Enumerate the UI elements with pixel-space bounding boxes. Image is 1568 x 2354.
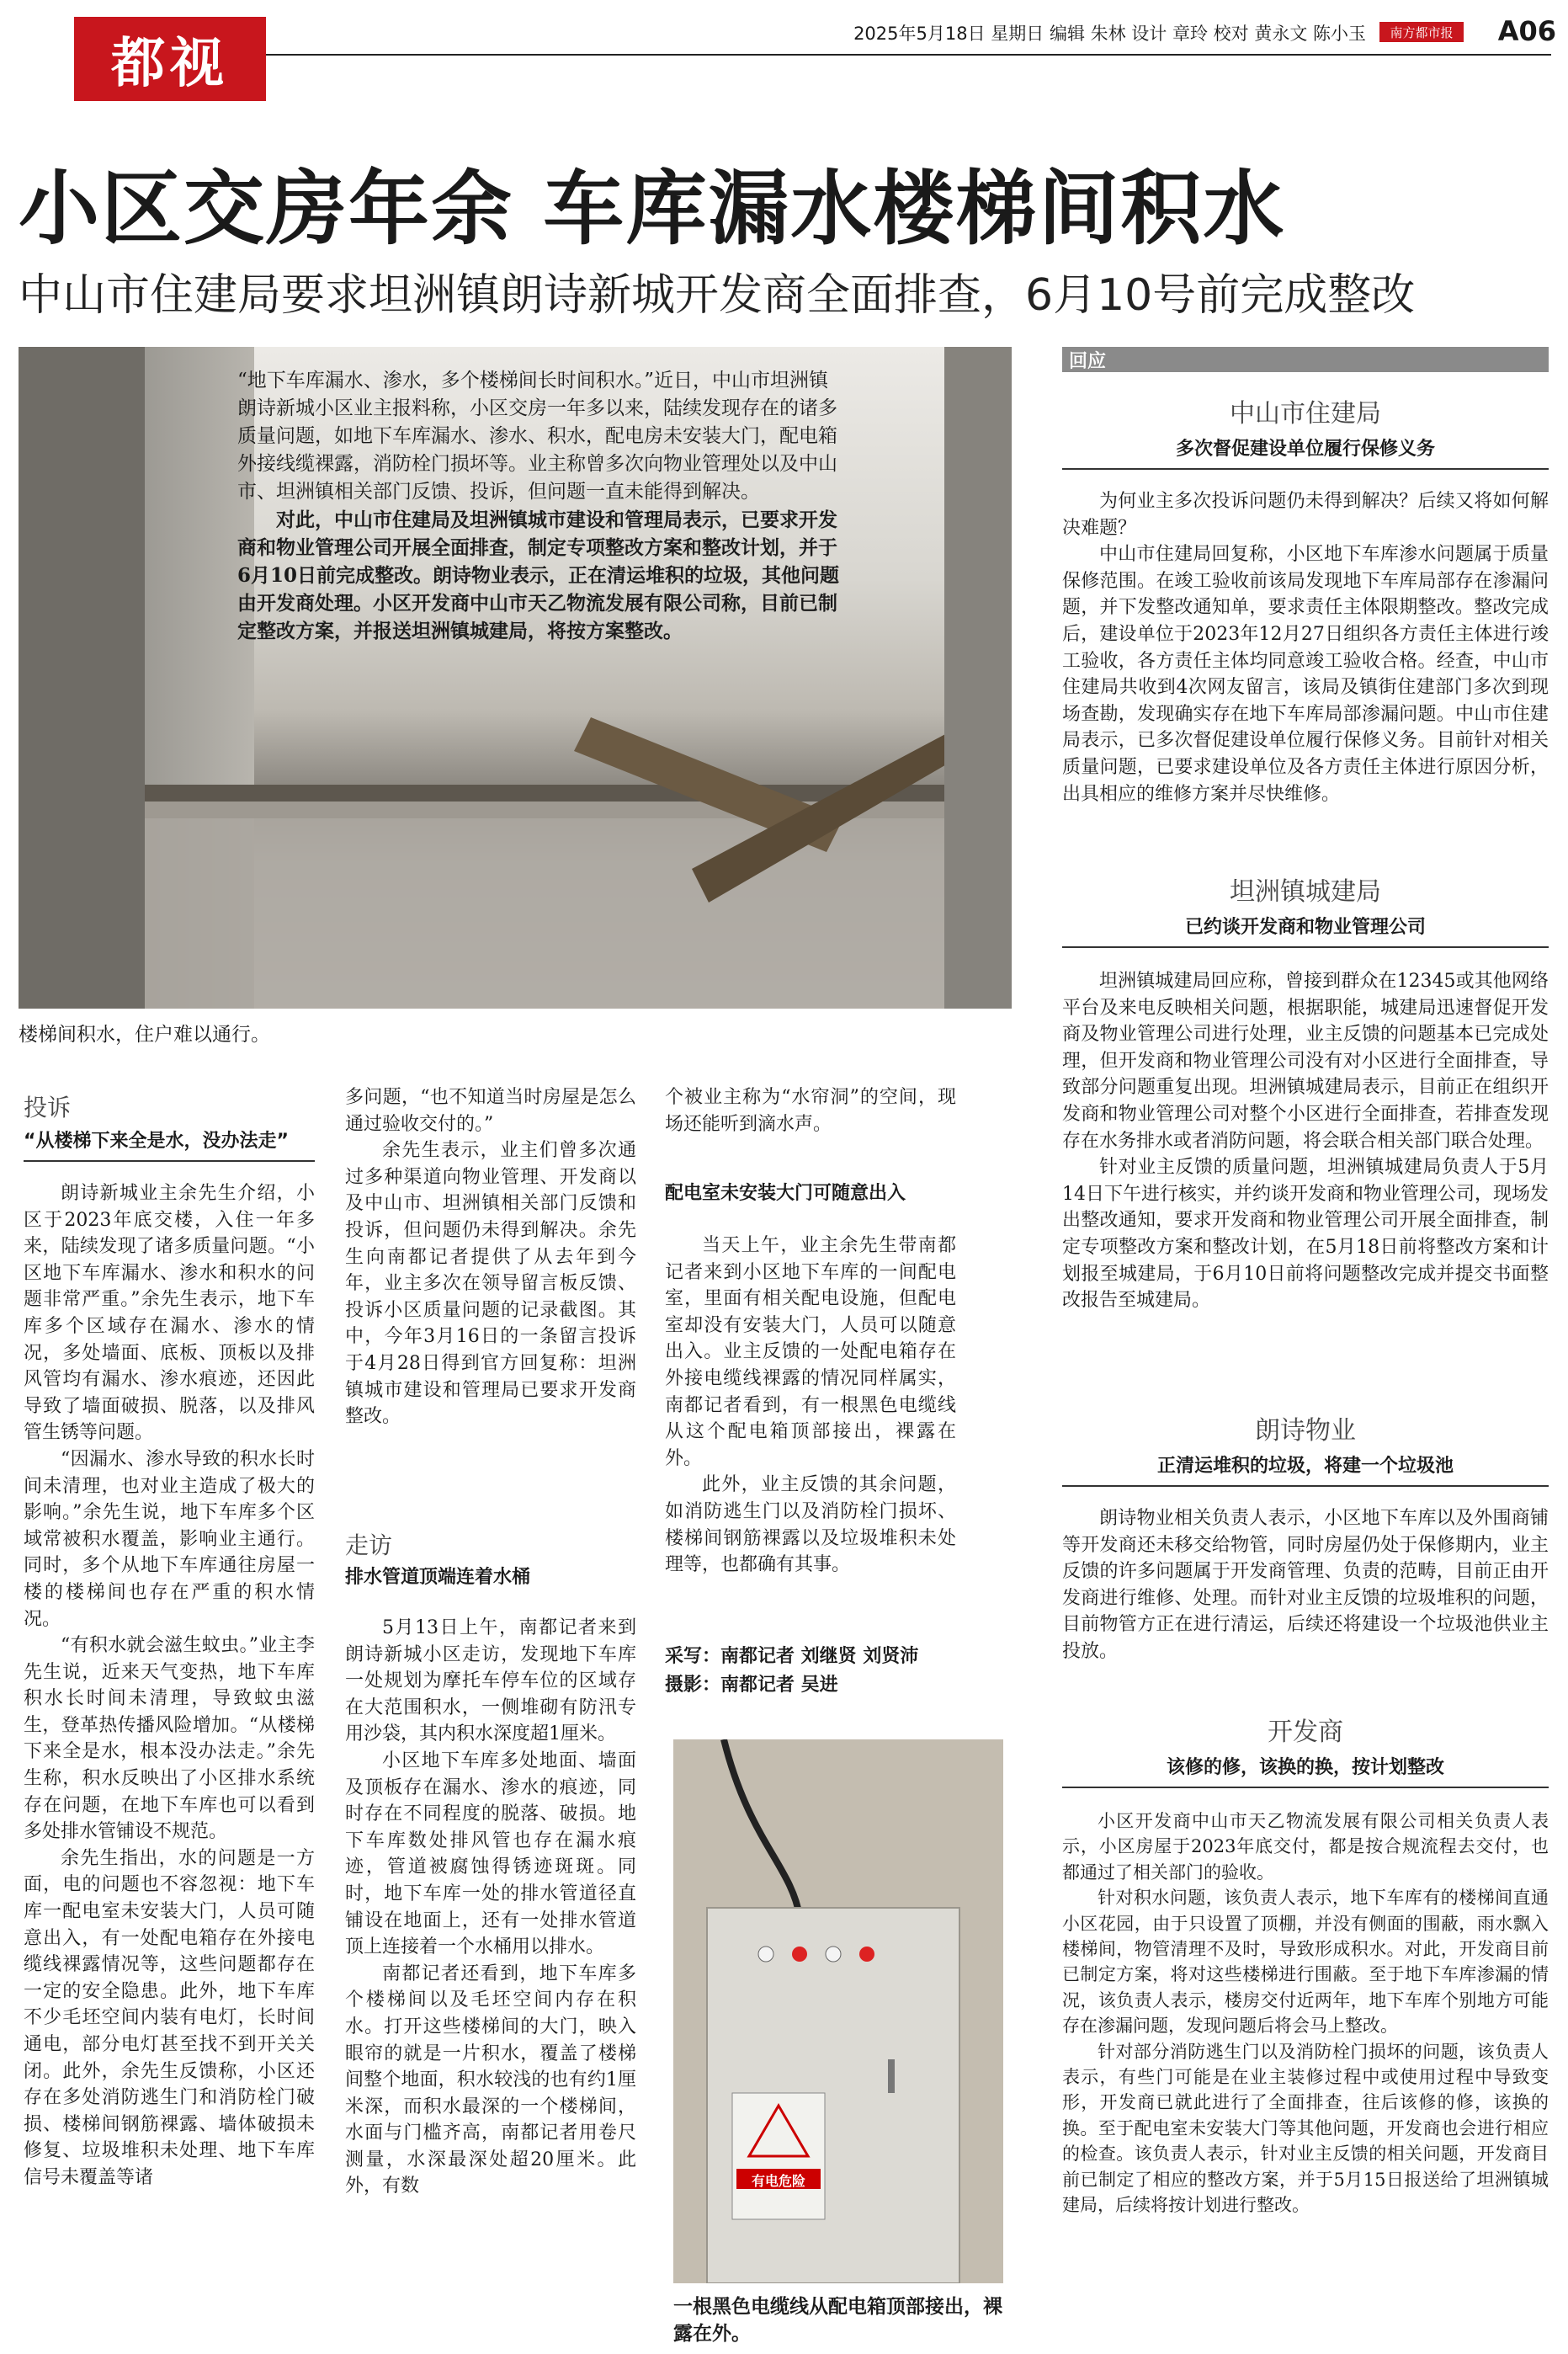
response-body-developer <box>1062 1808 1549 2218</box>
paragraph: 5月13日上午，南都记者来到朗诗新城小区走访，发现地下车库一处规划为摩托车停车位的区域存在大范围积水，一侧堆砌有防汛专用沙袋，其内积水深度超1厘米。 <box>345 1617 636 1745</box>
divider <box>1062 468 1549 470</box>
column-3-top-text <box>665 1084 956 1137</box>
column-2-top-text <box>345 1084 636 1430</box>
paragraph: 针对业主反馈的质量问题，坦洲镇城建局负责人于5月14日下午进行核实，并约谈开发商和物业管理公司，现场发出整改通知，要求开发商和物业管理公司开展全面排查，制定专项整改方案和整改计划，在5月18日前将整改方案和计划报至城建局，于6月10日前将问题整改完成并提交书面整改报告至城建局。 <box>1062 1157 1549 1312</box>
divider <box>24 1160 315 1162</box>
paragraph: 朗诗新城业主余先生介绍，小区于2023年底交楼，入住一年多来，陆续发现了诸多质量问题。“小区地下车库漏水、渗水和积水的问题非常严重。”余先生表示，地下车库多个区域存在漏水、渗水的情况，多处墙面、底板、顶板以及排风管均有漏水、渗水痕迹，还因此导致了墙面破损、脱落，以及排风管生锈等问题。 <box>24 1183 315 1444</box>
response-body-property <box>1062 1505 1549 1665</box>
paragraph: “因漏水、渗水导致的积水长时间未清理，也对业主造成了极大的影响。”余先生说，地下车库多个区域常被积水覆盖，影响业主通行。同时，多个从地下车库通往房屋一楼的楼梯间也存在严重的积水情况。 <box>24 1448 315 1630</box>
paragraph: 多问题，“也不知道当时房屋是怎么通过验收交付的。” <box>345 1087 636 1135</box>
paragraph: 中山市住建局回复称，小区地下车库渗水问题属于质量保修范围。在竣工验收前该局发现地下车库局部存在渗漏问题，并下发整改通知单，要求责任主体限期整改。整改完成后，建设单位于2023年12月27日组织各方责任主体进行竣工验收，各方责任主体均同意竣工验收合格。经查，中山市住建局共收到4次网友留言，该局及镇街住建部门多次到现场查勘，发现确实存在地下车库局部渗漏问题。中山市住建局表示，已多次督促建设单位履行保修义务。目前针对相关质量问题，已要求建设单位及各方责任主体进行原因分析，出具相应的维修方案并尽快维修。 <box>1062 544 1549 805</box>
response-body-urban <box>1062 968 1549 1314</box>
paragraph: 朗诗物业相关负责人表示，小区地下车库以及外围商铺等开发商还未移交给物管，同时房屋仍处于保修期内，业主反馈的许多问题属于开发商管理、负责的范畴，目前正由开发商进行维修、处理。而针对业主反馈的垃圾堆积的问题，目前物管方正在进行清运，后续还将建设一个垃圾池供业主投放。 <box>1062 1508 1549 1662</box>
lead-paragraph: 对此，中山市住建局及坦洲镇城市建设和管理局表示，已要求开发商和物业管理公司开展全面排查，制定专项整改方案和整改计划，并于6月10日前完成整改。朗诗物业表示，正在清运堆积的垃圾，其他问题由开发商处理。小区开发商中山市天乙物流发展有限公司称，目前已制定整改方案，并报送坦洲镇城建局，将按方案整改。 <box>237 509 840 642</box>
section-tag: 都视 <box>74 17 266 101</box>
response-head-property: 朗诗物业 <box>1255 1416 1356 1446</box>
lead-text <box>237 367 843 645</box>
byline-photographer: 摄影：南都记者 吴进 <box>665 1675 838 1696</box>
lead-paragraph: “地下车库漏水、渗水，多个楼梯间长时间积水。”近日，中山市坦洲镇朗诗新城小区业主报料称，小区交房一年多以来，陆续发现存在的诸多质量问题，如地下车库漏水、渗水、积水，配电房未安装大门，配电箱外接线缆裸露，消防栓门损坏等。业主称曾多次向物业管理处以及中山市、坦洲镇相关部门反馈、投诉，但问题一直未能得到解决。 <box>237 370 837 503</box>
date-editor-line: 2025年5月18日 星期日 编辑 朱林 设计 章玲 校对 黄永文 陈小玉 <box>853 24 1366 44</box>
paragraph: 小区开发商中山市天乙物流发展有限公司相关负责人表示，小区房屋于2023年底交付，都是按合规流程去交付，也都通过了相关部门的验收。 <box>1062 1811 1549 1883</box>
section-sub-complaint: “从楼梯下来全是水，没办法走” <box>24 1131 289 1152</box>
paragraph: 针对积水问题，该负责人表示，地下车库有的楼梯间直通小区花园，由于只设置了顶棚，并没有侧面的围蔽，雨水飘入楼梯间，物管清理不及时，导致形成积水。对此，开发商目前已制定方案，将对这些楼梯进行围蔽。至于地下车库渗漏的情况，该负责人表示，楼房交付近两年，地下车库个别地方可能存在渗漏问题，发现问题后将会马上整改。 <box>1062 1888 1549 2037</box>
response-sub-developer: 该修的修，该换的换，按计划整改 <box>1166 1757 1444 1778</box>
paragraph: “有积水就会滋生蚊虫。”业主李先生说，近来天气变热，地下车库积水长时间未清理，导致蚊虫滋生，登革热传播风险增加。“从楼梯下来全是水，根本没办法走。”余先生称，积水反映出了小区排水系统存在问题，在地下车库也可以看到多处排水管铺设不规范。 <box>24 1635 315 1843</box>
paragraph: 余先生指出，水的问题是一方面，电的问题也不容忽视：地下车库一配电室未安装大门，人员可随意出入，有一处配电箱存在外接电缆线裸露情况等，这些问题都存在一定的安全隐患。此外，地下车库不少毛坯空间内装有电灯，长时间通电，部分电灯甚至找不到开关关闭。此外，余先生反馈称，小区还存在多处消防逃生门和消防栓门破损、楼梯间钢筋裸露、墙体破损未修复、垃圾堆积未处理、地下车库信号未覆盖等诸 <box>24 1847 315 2188</box>
response-head-urban: 坦洲镇城建局 <box>1230 877 1381 907</box>
response-sub-property: 正清运堆积的垃圾，将建一个垃圾池 <box>1156 1456 1454 1477</box>
column-2-text <box>345 1615 636 2200</box>
paragraph: 南都记者还看到，地下车库多个楼梯间以及毛坯空间内存在积水。打开这些楼梯间的大门，映入眼帘的就是一片积水，覆盖了楼梯间整个地面，积水较浅的也有约1厘米深，而积水最深的一个楼梯间，水面与门槛齐高，南都记者用卷尺测量，水深最深处超20厘米。此外，有数 <box>345 1963 636 2197</box>
danger-label: 有电危险 <box>751 2173 805 2189</box>
response-head-housing: 中山市住建局 <box>1230 399 1381 429</box>
distribution-box-photo <box>673 1739 1003 2283</box>
header-rule <box>74 54 1551 56</box>
section-sub-power-room: 配电室未安装大门可随意出入 <box>665 1183 906 1204</box>
column-3-text <box>665 1233 956 1579</box>
response-sub-housing: 多次督促建设单位履行保修义务 <box>1175 439 1435 460</box>
divider <box>1062 1787 1549 1788</box>
paragraph: 小区地下车库多处地面、墙面及顶板存在漏水、渗水的痕迹，同时存在不同程度的脱落、破损。地下车库数处排风管也存在漏水痕迹，管道被腐蚀得锈迹斑斑。同时，地下车库一处的排水管道径直铺设在地面上，还有一处排水管道顶上连接着一个水桶用以排水。 <box>345 1750 636 1958</box>
paragraph: 当天上午，业主余先生带南都记者来到小区地下车库的一间配电室，里面有相关配电设施，但配电室却没有安装大门，人员可以随意出入。业主反馈的一处配电箱存在外接电缆线裸露的情况同样属实，南都记者看到，有一根黑色电缆线从这个配电箱顶部接出，裸露在外。 <box>665 1235 956 1469</box>
section-kicker-visit: 走访 <box>345 1531 393 1559</box>
byline-writers: 采写：南都记者 刘继贤 刘贤沛 <box>665 1646 919 1667</box>
paragraph: 个被业主称为“水帘洞”的空间，现场还能听到滴水声。 <box>665 1087 956 1135</box>
response-head-developer: 开发商 <box>1268 1718 1343 1747</box>
divider <box>1062 946 1549 948</box>
section-sub-visit: 排水管道顶端连着水桶 <box>345 1567 531 1588</box>
paragraph: 此外，业主反馈的其余问题，如消防逃生门以及消防栓门损坏、楼梯间钢筋裸露以及垃圾堆积未处理等，也都确有其事。 <box>665 1474 956 1576</box>
column-1-text <box>24 1180 315 2192</box>
page-number: A06 <box>1497 15 1556 47</box>
response-body-housing <box>1062 488 1549 807</box>
headline: 小区交房年余 车库漏水楼梯间积水 <box>19 162 1286 256</box>
divider <box>1062 1485 1549 1487</box>
paragraph: 为何业主多次投诉问题仍未得到解决？后续又将如何解决难题？ <box>1062 491 1549 539</box>
paragraph: 坦洲镇城建局回应称，曾接到群众在12345或其他网络平台及来电反映相关问题，根据职能，城建局迅速督促开发商及物业管理公司进行处理，业主反馈的问题基本已完成处理，但开发商和物业管理公司没有对小区进行全面排查，导致部分问题重复出现。坦洲镇城建局表示，目前正在组织开发商和物业管理公司对整个小区进行全面排查，若排查发现存在水务排水或者消防问题，将会联合相关部门联合处理。 <box>1062 971 1549 1152</box>
paragraph: 针对部分消防逃生门以及消防栓门损坏的问题，该负责人表示，有些门可能是在业主装修过程中或使用过程中导致变形，开发商已就此进行了全面排查，往后该修的修，该换的换。至于配电室未安装大门等其他问题，开发商也会进行相应的检查。该负责人表示，针对业主反馈的相关问题，开发商目前已制定了相应的整改方案，并于5月15日报送给了坦洲镇城建局，后续将按计划进行整改。 <box>1062 2041 1549 2216</box>
subheadline: 中山市住建局要求坦洲镇朗诗新城开发商全面排查，6月10号前完成整改 <box>19 270 1416 321</box>
newspaper-logo: 南方都市报 <box>1379 22 1464 42</box>
response-sub-urban: 已约谈开发商和物业管理公司 <box>1184 917 1426 938</box>
paragraph: 余先生表示，业主们曾多次通过多种渠道向物业管理、开发商以及中山市、坦洲镇相关部门反馈和投诉，但问题仍未得到解决。余先生向南都记者提供了从去年到今年，业主多次在领导留言板反馈、投诉小区质量问题的记录截图。其中，今年3月16日的一条留言投诉于4月28日得到官方回复称：坦洲镇城市建设和管理局已要求开发商整改。 <box>345 1140 636 1428</box>
response-bar: 回应 <box>1062 347 1549 372</box>
section-kicker-complaint: 投诉 <box>24 1094 72 1121</box>
photo-caption: 楼梯间积水，住户难以通行。 <box>19 1024 270 1046</box>
photo-caption-2: 一根黑色电缆线从配电箱顶部接出，裸露在外。 <box>673 2295 1002 2345</box>
